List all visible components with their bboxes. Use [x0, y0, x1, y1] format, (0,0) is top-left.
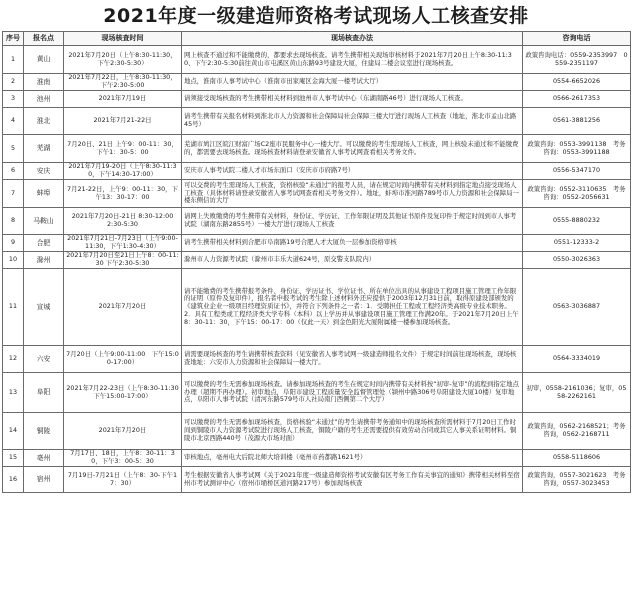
row-method: 审核地点，亳州电大后院北师大培训楼（亳州市药都路1621号）: [182, 450, 523, 467]
row-time: 2021年7月21-22日: [64, 108, 182, 135]
row-phone: 政策咨询，0562-2168521；考务咨询，0562-2168711: [523, 413, 631, 450]
row-phone: 0564-3334019: [523, 346, 631, 373]
row-time: 7月21-22日，上午9：00-11：30，下午13：30-17：00: [64, 180, 182, 208]
row-time: 2021年7月20日: [64, 413, 182, 450]
row-phone: 政策咨询，0557-3021623 考务咨询，0557-3023453: [523, 467, 631, 493]
row-phone: 0556-5347170: [523, 163, 631, 180]
row-number: 4: [3, 108, 24, 135]
row-time: 2021年7月19日: [64, 91, 182, 108]
table-row: [3, 450, 631, 467]
header-method: 现场核查办法: [182, 32, 523, 46]
row-phone: 0558-5118606: [523, 450, 631, 467]
table-row: [3, 46, 631, 74]
row-phone: 政策咨询：0552-3110635 考务咨询：0552-2056631: [523, 180, 631, 208]
table-row: [3, 413, 631, 450]
row-phone: 0566-2617353: [523, 91, 631, 108]
row-number: 8: [3, 208, 24, 235]
row-time: 7月20日（上午9:00-11:00 下午15:00-17:00）: [64, 346, 182, 373]
row-number: 13: [3, 373, 24, 413]
row-number: 7: [3, 180, 24, 208]
row-time: 2021年7月19-20日（上午8:30-11:30，下午14:30-17:00）: [64, 163, 182, 180]
row-method: 可以缴费的考生无需参加现场核查。请参加现场核查的考生在规定时间内携带有关材料按“初审-复审”的流程到指定地点办理（超期不再办理）。初审地点，阜阳市建设工程质量安全监督管理处（颍州中路306号阜阳建设大厦10楼）复审地点，阜阳市人事考试院（清河东路579号市人社局南门西侧第二个大厅）: [182, 373, 523, 413]
table-row: [3, 467, 631, 493]
row-time: 2021年7月22日，上午8:30-11:30，下午2:30-5:00: [64, 74, 182, 91]
row-phone: 初审，0558-2161036；复审，0558-2262161: [523, 373, 631, 413]
row-method: 请网上失败缴费的考生携带有关材料，身份证、学历证、工作年限证明及其他证书原件及复印件于规定时间到市人事考试院（湖南东路2855号）一楼大厅进行现场人工核查: [182, 208, 523, 235]
table-row: [3, 269, 631, 346]
row-phone: 0561-3881256: [523, 108, 631, 135]
row-site: 铜陵: [24, 413, 64, 450]
row-method: 地点，淮南市人事考试中心（淮南市田家庵区金海大厦一楼考试大厅）: [182, 74, 523, 91]
row-time: 7月20日、21日 上午9：00-11：30，下午1：30-5：00: [64, 135, 182, 163]
table-row: [3, 74, 631, 91]
table-row: [3, 135, 631, 163]
row-time: 2021年7月20日: [64, 269, 182, 346]
row-phone: 0551-12333-2: [523, 235, 631, 252]
row-number: 12: [3, 346, 24, 373]
header-row: [3, 32, 631, 46]
row-time: 7月17日、18日，上午8：30-11：30，下午3：00-5：30: [64, 450, 182, 467]
row-number: 3: [3, 91, 24, 108]
row-phone: 0554-6652026: [523, 74, 631, 91]
row-phone: 政策咨询：0553-3991138 考务咨询：0553-3991188: [523, 135, 631, 163]
row-number: 5: [3, 135, 24, 163]
row-method: 网上核查不通过和不能缴费的，都要求去现场核查。请考生携带相关现场审核材料于2021年7月20日上午8:30-11:30、下午2:30-5:30前往黄山市屯溪区黄山东路93号建设大厦，住建局二楼会议室进行现场核查。: [182, 46, 523, 74]
row-phone: 政策咨询电话：0559-2353997 0559-2351197: [523, 46, 631, 74]
row-site: 亳州: [24, 450, 64, 467]
row-number: 10: [3, 252, 24, 269]
row-time: 7月19日-7月21日（上午8：30-下午17：30）: [64, 467, 182, 493]
row-number: 6: [3, 163, 24, 180]
row-method: 请考生携带相关材料到合肥市阜南路19号合肥人才大厦负一层参加资格审核: [182, 235, 523, 252]
page-title: 2021年度一级建造师资格考试现场人工核查安排: [103, 5, 529, 27]
row-phone: 0555-8880232: [523, 208, 631, 235]
header-site: 报名点: [24, 32, 64, 46]
table-row: [3, 252, 631, 269]
row-site: 阜阳: [24, 373, 64, 413]
row-number: 11: [3, 269, 24, 346]
row-site: 芜湖: [24, 135, 64, 163]
row-method: 请考生携带有关报名材料到淮北市人力资源和社会保障局社会保障三楼大厅进行现场人工核查（地址，淮北市孟山北路45号）: [182, 108, 523, 135]
row-site: 宿州: [24, 467, 64, 493]
row-phone: 0563-3036887: [523, 269, 631, 346]
row-site: 合肥: [24, 235, 64, 252]
table-row: [3, 235, 631, 252]
row-method: 芜湖市鸠江区皖江财富广场C2座市民服务中心一楼大厅。可以缴费的考生需现场人工核查，网上核验未通过和不能缴费的，都需要去现场核查。现场核查材料请登录安徽省人事考试网查看相关考务文件。: [182, 135, 523, 163]
row-site: 六安: [24, 346, 64, 373]
table-row: [3, 373, 631, 413]
row-number: 2: [3, 74, 24, 91]
row-number: 14: [3, 413, 24, 450]
row-method: 考生根据安徽省人事考试网《关于2021年度一级建造师资格考试安徽有区考务工作有关事宜的通知》携带相关材料至宿州市考试测评中心（宿州市埇桥区道河路217号）参加现场核查: [182, 467, 523, 493]
row-number: 15: [3, 450, 24, 467]
table-row: [3, 346, 631, 373]
schedule-table: [2, 31, 631, 493]
header-time: 现场核查时间: [64, 32, 182, 46]
row-time: 2021年7月21日-7月23日（上午9:00-11:30，下午1:30-4:30）: [64, 235, 182, 252]
row-site: 黄山: [24, 46, 64, 74]
row-method: 请须接受现场核查的考生携带相关材料到池州市人事考试中心（东湖南路46号）进行现场人工核查。: [182, 91, 523, 108]
table-row: [3, 91, 631, 108]
row-site: 安庆: [24, 163, 64, 180]
row-site: 池州: [24, 91, 64, 108]
table-body: [3, 46, 631, 493]
row-method: 可以缴费的考生无需参加现场核查，资格核验“未通过”的考生请携带考务通知中的现场核查所需材料于7月20日工作时间到铜陵市人力资源考试院进行现场人工核查，铜陵户籍的考生还需要提供有效劳动合同或其它人事关系证明材料。铜陵市北京西路440号（茂源大市场对面）: [182, 413, 523, 450]
table-row: [3, 180, 631, 208]
row-phone: 0550-3026363: [523, 252, 631, 269]
row-time: 2021年7月20日至21日上午8：00-11:30 下午2:30-5:30: [64, 252, 182, 269]
row-method: 请不能缴费的考生携带报考条件、身份证、学历证书、学位证书、所在单位出具的从事建设工程项目施工管理工作年限的证明（原件及复印件），报名者申报考试的考生除上述材料外还应提供于2003年12月31日前，取得原建设部颁发的《建筑业企业一级项目经理资质证书》，并符合下列条件之一者：1．受聘担任工程或工程经济类高级专业技术职务。2．具有工程类或工程经济类大学专科（本科）以上学历并从事建设项目施工管理工作满20年。于2021年7月20日上午8：30-11：30，下午15：00-17：00（仅此一天）到金色阳光大厦附属楼一楼参加现场核查。: [182, 269, 523, 346]
table-row: [3, 208, 631, 235]
header-phone: 咨询电话: [523, 32, 631, 46]
row-time: 2021年7月22-23日（上午8:30-11:30 下午15:00-17:00）: [64, 373, 182, 413]
row-time: 2021年7月20日（上午8:30-11:30，下午2:30-5:30）: [64, 46, 182, 74]
table-row: [3, 163, 631, 180]
row-number: 1: [3, 46, 24, 74]
row-method: 请需要现场核查的考生请携带核查资料（见安徽省人事考试网一级建造师报名文件）于规定时间前往现场核查，现场核查地址：六安市人力资源和社会保障局一楼大厅。: [182, 346, 523, 373]
row-site: 淮南: [24, 74, 64, 91]
header-no: 序号: [3, 32, 24, 46]
row-time: 2021年7月20日-21日 8:30-12:00 2:30-5:30: [64, 208, 182, 235]
row-number: 9: [3, 235, 24, 252]
row-method: 安庆市人事考试院二楼人才市场东面口（安庆市市府路7号）: [182, 163, 523, 180]
row-site: 宣城: [24, 269, 64, 346]
row-site: 滁州: [24, 252, 64, 269]
row-site: 马鞍山: [24, 208, 64, 235]
row-method: 滁州市人力资源考试院（滁州市丰乐大道624号，原交警支队院内）: [182, 252, 523, 269]
row-site: 淮北: [24, 108, 64, 135]
row-site: 蚌埠: [24, 180, 64, 208]
row-number: 16: [3, 467, 24, 493]
table-row: [3, 108, 631, 135]
row-method: 可以交费的考生需现场人工核查，资格核验“未通过”的报考人员，请在规定时间内携带有关材料到指定地点接受现场人工核查（具体材料请登录安徽省人事考试网查看相关考务文件）。地址，蚌埠市淮河路789号市人力资源和社会保障局一楼东侧信访大厅: [182, 180, 523, 208]
